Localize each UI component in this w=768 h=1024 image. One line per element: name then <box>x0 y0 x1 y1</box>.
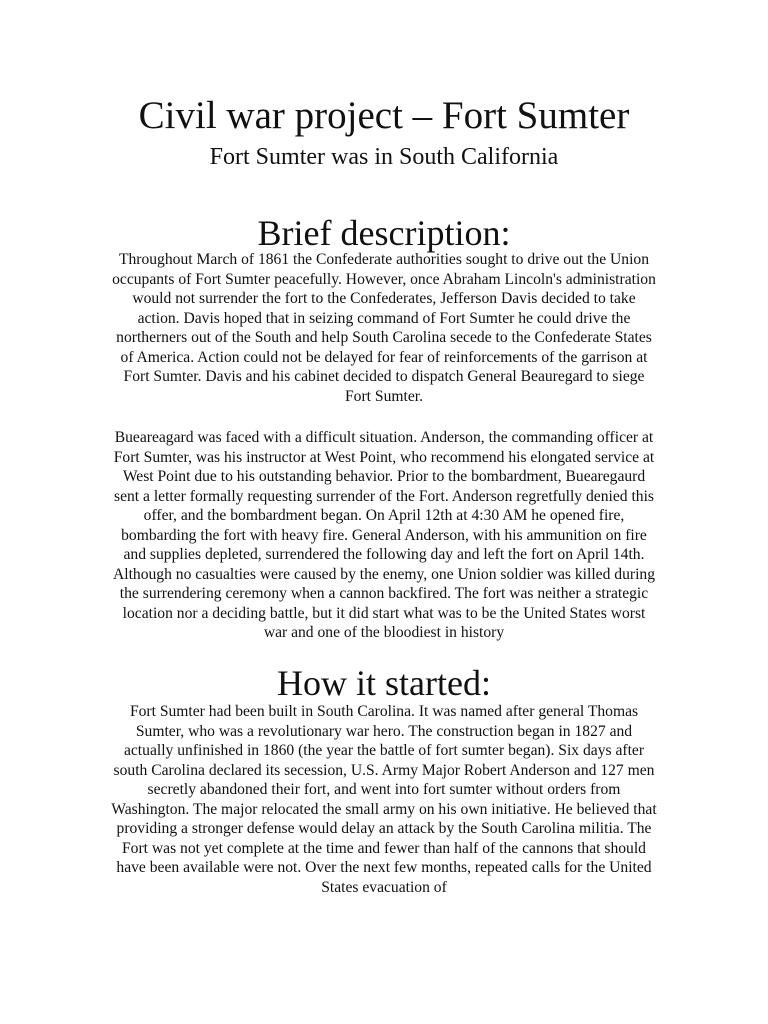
body-paragraph: Throughout March of 1861 the Confederate authorities sought to drive out the Union occupants of Fort Sumter peacefully. However, once Abraham Lincoln's administration would not surrender the fort to the Confederates, Jefferson Davis decided to take action. Davis hoped that in seizing command of Fort Sumter he could drive the northerners out of the South and help South Carolina secede to the Confederate States of America. Action could not be delayed for fear of reinforcements of the garrison at Fort Sumter. Davis and his cabinet decided to dispatch General Beauregard to siege Fort Sumter. <box>112 251 656 405</box>
page-subtitle: Fort Sumter was in South California <box>209 144 559 170</box>
body-paragraph: Fort Sumter had been built in South Carolina. It was named after general Thomas Sumter, who was a revolutionary war hero. The construction began in 1827 and actually unfinished in 1860 (the year the battle of fort sumter began). Six days after south Carolina declared its secession, U.S. Army Major Robert Anderson and 127 men secretly abandoned their fort, and went into fort sumter without orders from Washington. The major relocated the small army on his own initiative. He believed that providing a stronger defense would delay an attack by the South Carolina militia. The Fort was not yet complete at the time and fewer than half of the cannons that should have been available were not. Over the next few months, repeated calls for the United States evacuation of <box>111 703 657 896</box>
page-title: Civil war project – Fort Sumter <box>138 94 630 137</box>
section-heading-how-it-started: How it started: <box>277 663 491 703</box>
section-heading-brief-description: Brief description: <box>257 213 511 253</box>
body-paragraph: Bueareagard was faced with a difficult situation. Anderson, the commanding officer at Fort Sumter, was his instructor at West Point, who recommend his elongated service at West Point due to his outstanding behavior. Prior to the bombardment, Buearegaurd sent a letter formally requesting surrender of the Fort. Anderson regretfully denied this offer, and the bombardment began. On April 12th at 4:30 AM he opened fire, bombarding the fort with heavy fire. General Anderson, with his ammunition on fire and supplies depleted, surrendered the following day and left the fort on April 14th. Although no casualties were caused by the enemy, one Union soldier was killed during the surrendering ceremony when a cannon backfired. The fort was neither a strategic location nor a deciding battle, but it did start what was to be the United States worst war and one of the bloodiest in history <box>112 429 656 641</box>
